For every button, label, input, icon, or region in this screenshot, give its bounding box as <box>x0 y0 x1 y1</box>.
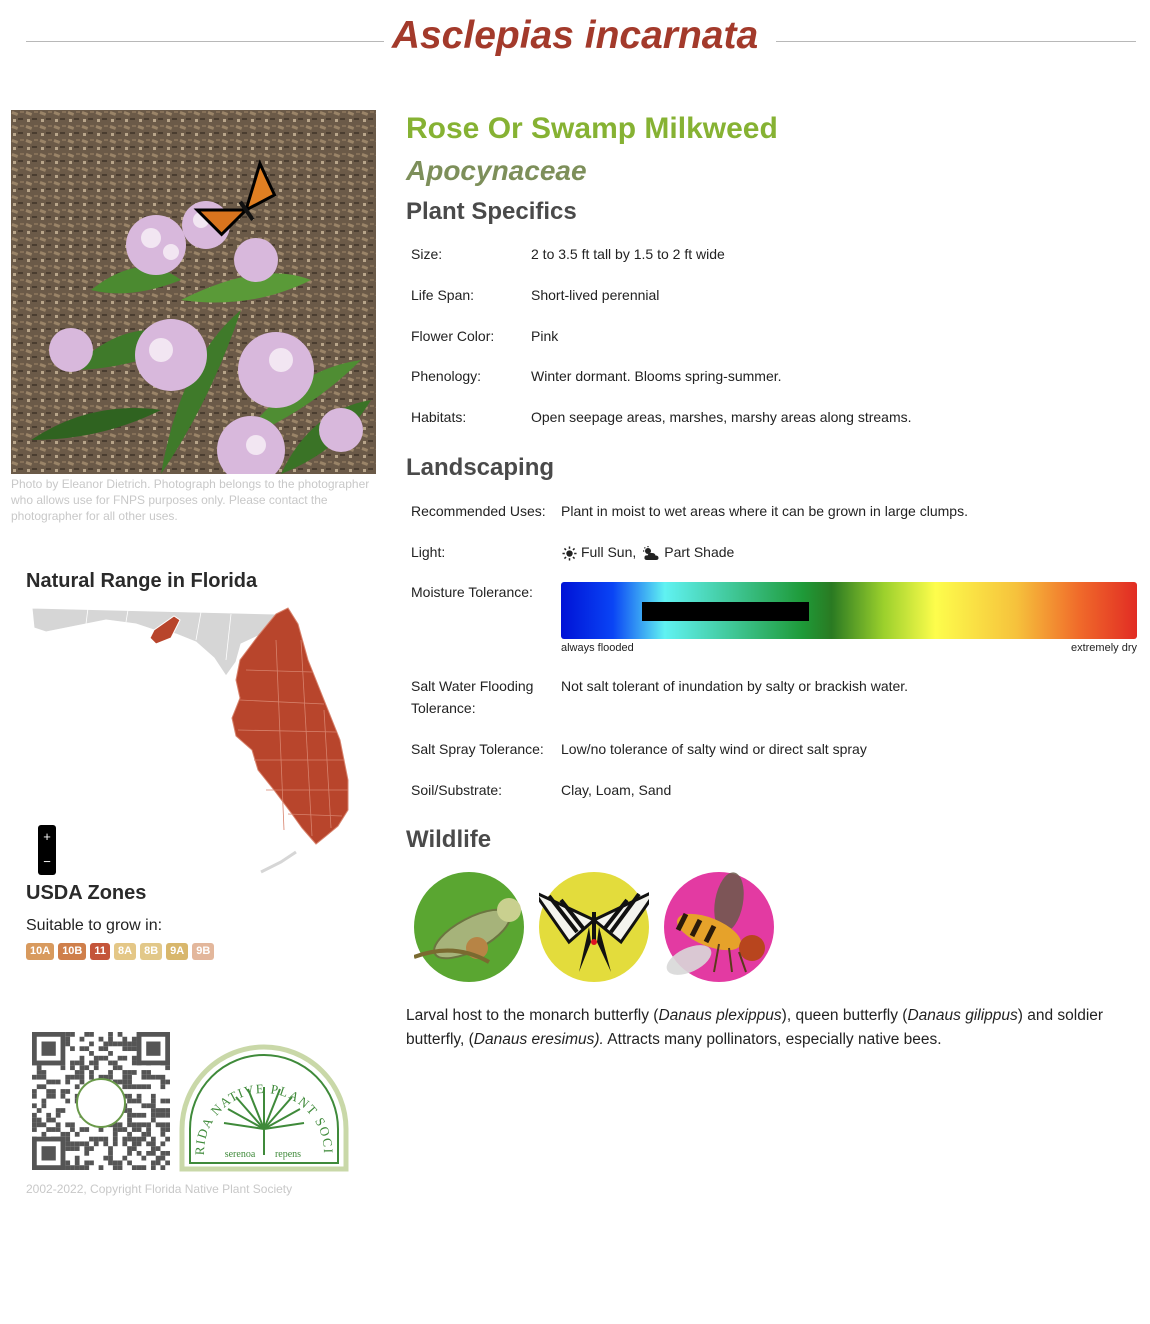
usda-zone-badge: 10A <box>26 943 54 960</box>
salt-spray-label: Salt Spray Tolerance: <box>411 741 544 757</box>
plant-specifics-heading: Plant Specifics <box>406 198 577 225</box>
usda-zone-badge: 8B <box>140 943 162 960</box>
zoom-out-button[interactable]: − <box>43 854 51 869</box>
moisture-range-marker <box>642 602 809 621</box>
recommended-uses-value: Plant in moist to wet areas where it can be grown in large clumps. <box>561 503 968 519</box>
usda-zone-list <box>26 943 214 960</box>
size-label: Size: <box>411 246 443 262</box>
light-value <box>562 541 734 563</box>
life-span-label: Life Span: <box>411 287 475 303</box>
florida-range-map[interactable] <box>26 600 366 880</box>
map-zoom-control <box>38 825 56 875</box>
soil-value: Clay, Loam, Sand <box>561 782 672 798</box>
pollinator-icon <box>664 872 774 982</box>
larval-host-icon <box>414 872 524 982</box>
moisture-tolerance-bar <box>561 582 1137 639</box>
moisture-right-label: extremely dry <box>1070 642 1137 654</box>
butterfly-icon <box>539 872 649 982</box>
part-shade-text: Part Shade <box>664 544 735 560</box>
part-shade-icon <box>642 545 660 560</box>
usda-heading: USDA Zones <box>26 882 147 904</box>
life-span-value: Short-lived perennial <box>531 287 660 303</box>
usda-zone-badge: 8A <box>114 943 136 960</box>
salt-flooding-label: Salt Water Flooding Tolerance: <box>411 678 534 716</box>
salt-spray-value: Low/no tolerance of salty wind or direct salt spray <box>561 741 867 757</box>
photo-credit: Photo by Eleanor Dietrich. Photograph belongs to the photographer who allows use for FNPS purposes only. Please contact the photographer for all other uses. <box>11 477 370 523</box>
soil-label: Soil/Substrate: <box>411 782 503 798</box>
plant-photo <box>11 110 376 474</box>
qr-code[interactable] <box>32 1032 170 1170</box>
usda-subtitle: Suitable to grow in: <box>26 917 163 934</box>
size-value: 2 to 3.5 ft tall by 1.5 to 2 ft wide <box>531 246 725 262</box>
wildlife-description: Larval host to the monarch butterfly (Danaus plexippus), queen butterfly (Danaus gilippus) and soldier butterfly, (Danaus eresimus). Attracts many pollinators, especially native bees. <box>406 1007 1104 1048</box>
usda-zone-badge: 9A <box>166 943 188 960</box>
copyright: 2002-2022, Copyright Florida Native Plant Society <box>26 1182 293 1196</box>
salt-flooding-value: Not salt tolerant of inundation by salty or brackish water. <box>561 678 909 694</box>
moisture-label: Moisture Tolerance: <box>411 584 533 600</box>
range-heading: Natural Range in Florida <box>26 570 258 592</box>
recommended-uses-label: Recommended Uses: <box>411 503 546 519</box>
full-sun-text: Full Sun, <box>581 544 637 560</box>
habitats-value: Open seepage areas, marshes, marshy areas along streams. <box>531 409 912 425</box>
phenology-value: Winter dormant. Blooms spring-summer. <box>531 368 782 384</box>
fnps-logo[interactable] <box>178 1043 350 1173</box>
wildlife-heading: Wildlife <box>406 826 492 853</box>
habitats-label: Habitats: <box>411 409 467 425</box>
logo-sub2: repens <box>274 1149 302 1160</box>
logo-text: RIDA NATIVE PLANT SOCI <box>191 1080 337 1156</box>
family-name: Apocynaceae <box>406 155 587 186</box>
usda-zone-badge: 11 <box>90 943 110 960</box>
moisture-left-label: always flooded <box>561 642 634 654</box>
sun-icon <box>562 545 577 560</box>
common-name: Rose Or Swamp Milkweed <box>406 112 778 145</box>
phenology-label: Phenology: <box>411 368 482 384</box>
flower-color-value: Pink <box>531 328 559 344</box>
usda-zone-badge: 10B <box>58 943 86 960</box>
page-title: Asclepias incarnata <box>0 14 1150 58</box>
light-label: Light: <box>411 544 446 560</box>
flower-color-label: Flower Color: <box>411 328 495 344</box>
usda-zone-badge: 9B <box>192 943 214 960</box>
logo-sub1: serenoa <box>224 1149 256 1160</box>
landscaping-heading: Landscaping <box>406 454 555 481</box>
zoom-in-button[interactable]: + <box>43 829 51 844</box>
